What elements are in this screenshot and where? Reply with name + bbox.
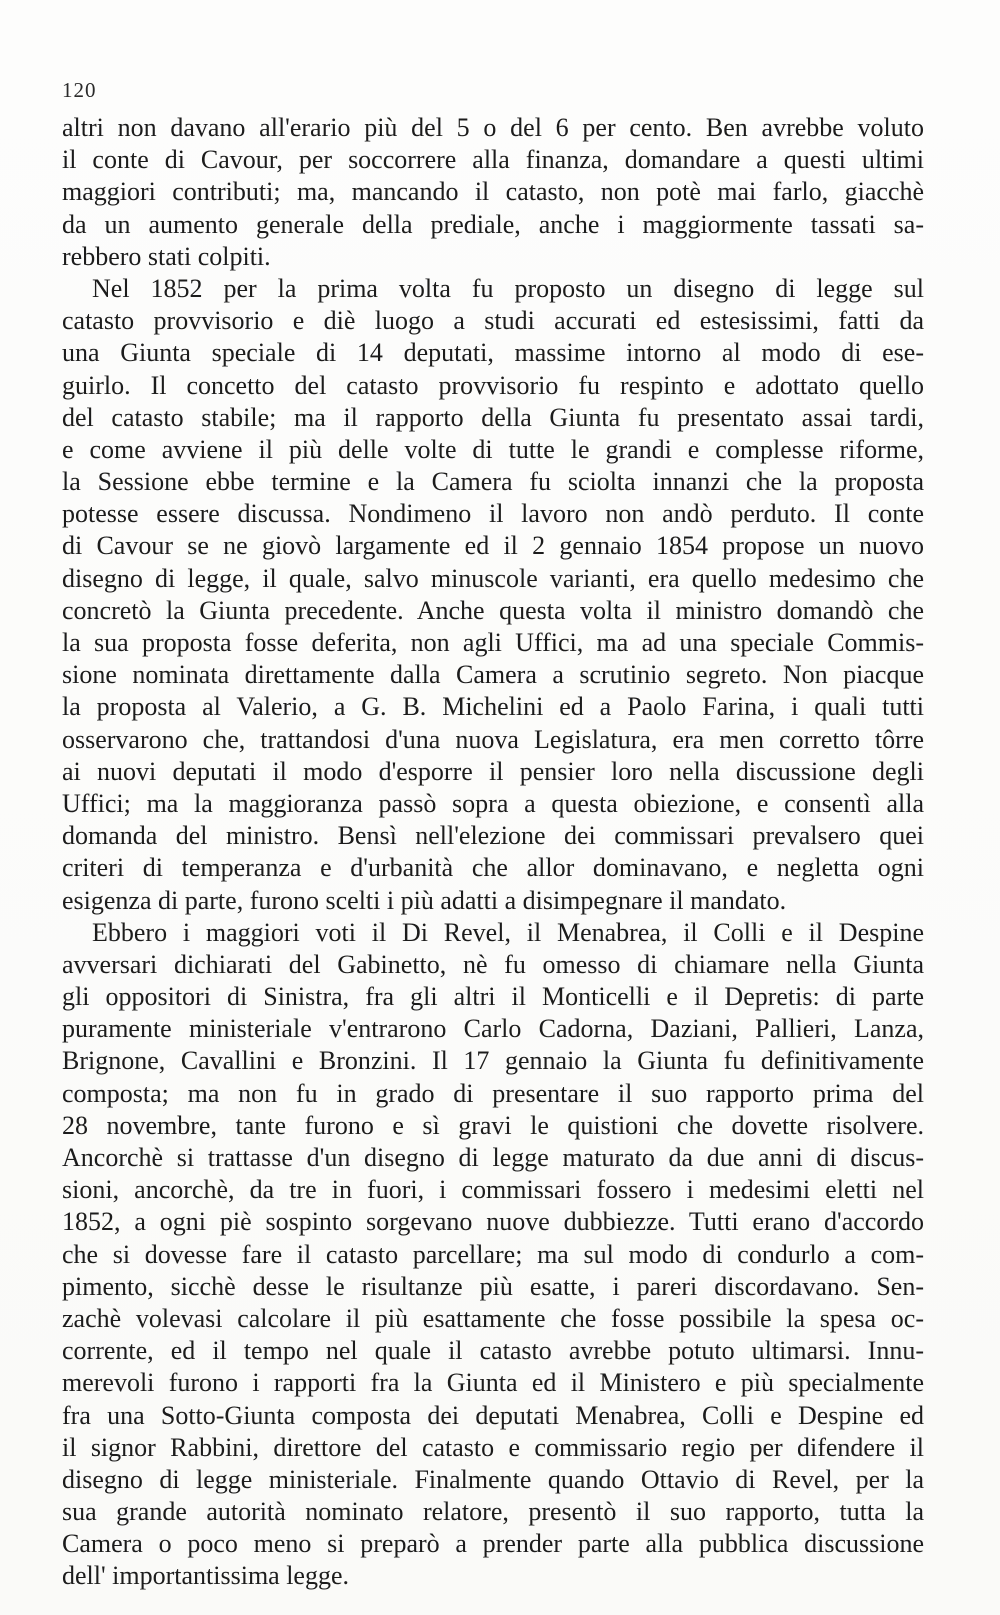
text-line: il signor Rabbini, direttore del catasto e commissario regio per difendere il <box>62 1432 924 1462</box>
text-line: sua grande autorità nominato relatore, presentò il suo rapporto, tutta la <box>62 1497 924 1527</box>
text-line: gli oppositori di Sinistra, fra gli altri il Monticelli e il Depretis: di parte <box>62 982 924 1012</box>
text-line: la proposta al Valerio, a G. B. Michelini ed a Paolo Farina, i quali tutti <box>62 692 924 722</box>
text-line: dell' importantissima legge. <box>62 1561 350 1591</box>
text-line: di Cavour se ne giovò largamente ed il 2 gennaio 1854 propose un nuovo <box>62 531 924 561</box>
text-line: ai nuovi deputati il modo d'esporre il pensier loro nella discussione degli <box>62 756 924 786</box>
text-line: del catasto stabile; ma il rapporto della Giunta fu presentato assai tardi, <box>62 402 924 432</box>
text-line: Camera o poco meno si preparò a prender parte alla pubblica discussione <box>62 1529 924 1559</box>
text-line: la Sessione ebbe termine e la Camera fu sciolta innanzi che la proposta <box>62 467 924 497</box>
text-line: 1852, a ogni piè sospinto sorgevano nuove dubbiezze. Tutti erano d'accordo <box>62 1207 924 1237</box>
text-line: avversari dichiarati del Gabinetto, nè fu omesso di chiamare nella Giunta <box>62 949 924 979</box>
text-line: concretò la Giunta precedente. Anche questa volta il ministro domandò che <box>62 595 924 625</box>
text-line: osservarono che, trattandosi d'una nuova Legislatura, era men corretto tôrre <box>62 724 924 754</box>
text-line: il conte di Cavour, per soccorrere alla finanza, domandare a questi ultimi <box>62 145 924 175</box>
text-line: fra una Sotto-Giunta composta dei deputati Menabrea, Colli e Despine ed <box>62 1400 924 1430</box>
text-line: Nel 1852 per la prima volta fu proposto un disegno di legge sul <box>92 273 924 303</box>
text-line: zachè volevasi calcolare il più esattamente che fosse possibile la spesa oc- <box>62 1303 924 1333</box>
text-line: merevoli furono i rapporti fra la Giunta ed il Ministero e più specialmente <box>62 1368 924 1398</box>
text-line: guirlo. Il concetto del catasto provvisorio fu respinto e adottato quello <box>62 370 924 400</box>
text-line: esigenza di parte, furono scelti i più adatti a disimpegnare il mandato. <box>62 885 787 915</box>
text-line: Ancorchè si trattasse d'un disegno di legge maturato da due anni di discus- <box>62 1143 924 1172</box>
text-line: che si dovesse fare il catasto parcellare; ma sul modo di condurlo a com- <box>62 1239 924 1269</box>
text-line: corrente, ed il tempo nel quale il catasto avrebbe potuto ultimarsi. Innu- <box>62 1336 924 1366</box>
text-line: disegno di legge ministeriale. Finalmente quando Ottavio di Revel, per la <box>62 1464 924 1494</box>
text-line: Uffici; ma la maggioranza passò sopra a questa obiezione, e consentì alla <box>62 788 924 818</box>
text-line: 28 novembre, tante furono e sì gravi le quistioni che dovette risolvere. <box>62 1110 924 1140</box>
text-line: catasto provvisorio e diè luogo a studi accurati ed estesissimi, fatti da <box>62 306 924 336</box>
text-line: Brignone, Cavallini e Bronzini. Il 17 gennaio la Giunta fu definitivamente <box>62 1046 924 1076</box>
text-line: e come avviene il più delle volte di tutte le grandi e complesse riforme, <box>62 434 924 464</box>
text-line: sione nominata direttamente dalla Camera a scrutinio segreto. Non piacque <box>62 660 924 690</box>
text-line: potesse essere discussa. Nondimeno il lavoro non andò perduto. Il conte <box>62 499 924 529</box>
text-line: domanda del ministro. Bensì nell'elezione dei commissari prevalsero quei <box>62 821 924 851</box>
text-line: criteri di temperanza e d'urbanità che allor dominavano, e negletta ogni <box>62 853 924 883</box>
text-line: altri non davano all'erario più del 5 o del 6 per cento. Ben avrebbe voluto <box>62 113 924 142</box>
text-line: Ebbero i maggiori voti il Di Revel, il Menabrea, il Colli e il Despine <box>92 917 924 947</box>
text-line: la sua proposta fosse deferita, non agli Uffici, ma ad una speciale Commis- <box>62 628 924 657</box>
text-line: disegno di legge, il quale, salvo minuscole varianti, era quello medesimo che <box>62 563 924 593</box>
text-line: puramente ministeriale v'entrarono Carlo Cadorna, Daziani, Pallieri, Lanza, <box>62 1014 924 1044</box>
text-line: una Giunta speciale di 14 deputati, massime intorno al modo di ese- <box>62 338 924 368</box>
text-line: maggiori contributi; ma, mancando il catasto, non potè mai farlo, giacchè <box>62 177 924 207</box>
text-line: composta; ma non fu in grado di presentare il suo rapporto prima del <box>62 1078 924 1108</box>
text-line: rebbero stati colpiti. <box>62 241 271 271</box>
text-line: sioni, ancorchè, da tre in fuori, i commissari fossero i medesimi eletti nel <box>62 1175 924 1205</box>
page-number: 120 <box>62 78 97 102</box>
text-line: pimento, sicchè desse le risultanze più esatte, i pareri discordavano. Sen- <box>62 1271 924 1301</box>
body-text <box>62 112 924 1593</box>
text-line: da un aumento generale della prediale, anche i maggiormente tassati sa- <box>62 209 924 239</box>
